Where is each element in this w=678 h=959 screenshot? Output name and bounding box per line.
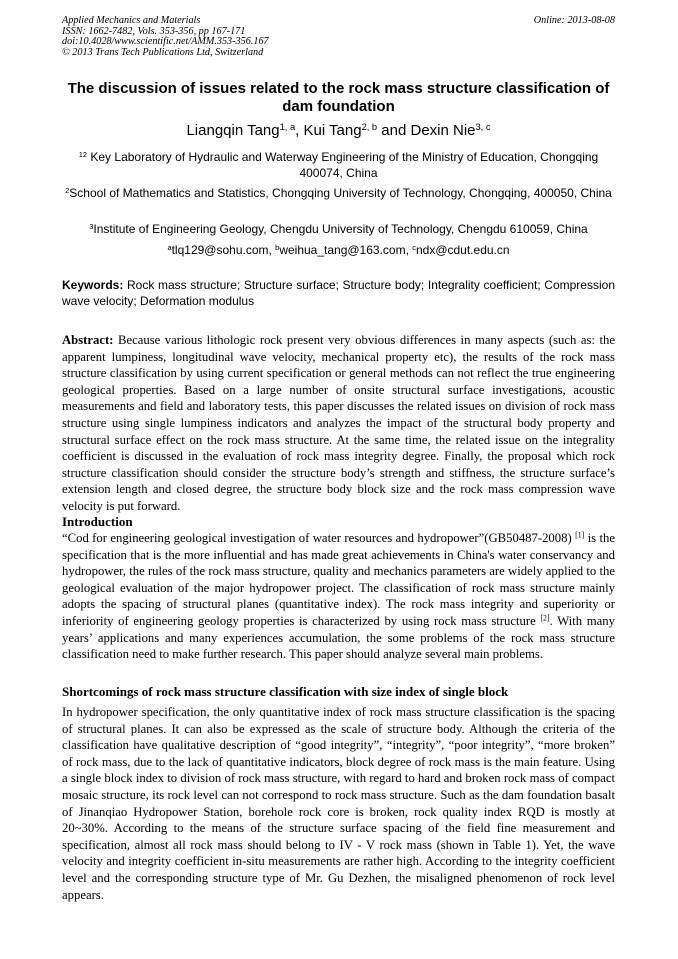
citation-marker: [2] xyxy=(540,613,550,623)
abstract-label: Abstract: xyxy=(62,333,114,347)
online-date: Online: 2013-08-08 xyxy=(533,15,615,26)
affiliation xyxy=(62,186,615,202)
email-marker: a xyxy=(167,242,172,252)
introduction-heading: Introduction xyxy=(62,514,133,529)
author-name: Kui Tang xyxy=(303,122,362,139)
author-name: Liangqin Tang xyxy=(186,122,280,139)
affiliation xyxy=(62,150,615,181)
author-affiliation-marker: 1, a xyxy=(279,121,296,132)
introduction-text: . With many years’ applications and many experiences accumulation, the some problems of the rock mass structure classification need to make further research. This paper should analyze several main problems. xyxy=(62,613,615,662)
author-separator: and xyxy=(377,122,411,139)
paper-title: The discussion of issues related to the rock mass structure classification of dam foundation xyxy=(67,80,610,115)
copyright-line: © 2013 Trans Tech Publications Ltd, Switzerland xyxy=(62,46,264,58)
abstract-text: Because various lithologic rock present very obvious differences in many aspects (such as: the apparent lumpiness, longitudinal wave velocity, mechanical property etc), the results of the rock mass structure classification by using current specification or general methods can not reflect the true engineering geological properties. Based on a large number of onsite structural surface investigations, acoustic measurements and field and laboratory tests, this paper discusses the related issues on division of rock mass structure using single lumpiness indicators and analyzes the impact of the structural body property and structural surface effect on the rock mass structure. At the same time, the related issue on the integrality coefficient is discussed in the evaluation of rock mass integrity degree. Finally, the proposal which rock structure classification should consider the structure body’s strength and stiffness, the structure surface’s extension length and closed degree, the structure body block size and the rock mass compression wave velocity is put forward. xyxy=(62,333,615,513)
keywords-section xyxy=(62,278,615,309)
journal-header xyxy=(62,16,615,58)
email-address: tlq129@sohu.com, xyxy=(171,243,276,257)
affiliation-text: Key Laboratory of Hydraulic and Waterway Engineering of the Ministry of Education, Chongqing 400074, China xyxy=(87,150,599,180)
email-marker: c xyxy=(412,242,416,252)
affiliation-marker: 12 xyxy=(78,149,88,159)
author-line xyxy=(62,122,615,140)
affiliation-text: Institute of Engineering Geology, Chengdu University of Technology, Chengdu 610059, China xyxy=(93,222,588,236)
author-separator: , xyxy=(295,122,304,139)
introduction-text: is the specification that is the more influential and has made great achievements in China's water conservancy and hydropower, the rules of the rock mass structure, quality and mechanics parameters are widely applied to the geological evaluation of the major hydropower project. The classification of rock mass structure mainly adopts the spacing of structural planes (quantitative index). The rock mass integrity and superiority or inferiority of engineering geology properties is characterized by using rock mass structure xyxy=(62,531,615,628)
shortcomings-heading: Shortcomings of rock mass structure classification with size index of single block xyxy=(62,684,509,699)
journal-name: Applied Mechanics and Materials xyxy=(62,15,201,26)
author-name: Dexin Nie xyxy=(410,122,476,139)
affiliation-text: School of Mathematics and Statistics, Chongqing University of Technology, Chongqing, 400050, China xyxy=(69,186,612,200)
author-affiliation-marker: 3, c xyxy=(475,121,491,132)
introduction-text: “Cod for engineering geological investigation of water resources and hydropower”(GB50487-2008) xyxy=(62,531,576,545)
issn-line: ISSN: 1662-7482, Vols. 353-356, pp 167-171 xyxy=(62,25,246,37)
keywords-label: Keywords: xyxy=(62,278,124,292)
introduction-paragraph xyxy=(62,530,615,663)
affiliation xyxy=(62,222,615,238)
shortcomings-paragraph: In hydropower specification, the only quantitative index of rock mass structure classification is the spacing of structural planes. It can also be expressed as the scale of structure body. Although the criteria of the classification have qualitative description of “good integrity”, “integrity”, “poor integrity”, “more broken” of rock mass, due to the lack of quantitative indicators, block degree of rock mass is the main feature. Using a single block index to division of rock mass structure, with regard to hard and broken rock mass of compact mosaic structure, its rock level can not correspond to rock mass structure. Such as the dam foundation basalt of Jinanqiao Hydropower Station, borehole rock core is broken, rock quality index RQD is mostly at 20~30%. According to the means of the structure surface spacing of the field fine measurement and specification, almost all rock mass should belong to IV - V rock mass (shown in Table 1). Yet, the wave velocity and integrity coefficient in-situ measurements are rather high. According to the integrity coefficient level and the corresponding structure type of Mr. Gu Dezhen, the misaligned phenomenon of rock level appears. xyxy=(62,705,615,902)
email-address: ndx@cdut.edu.cn xyxy=(415,243,510,257)
affiliation-marker: 3 xyxy=(89,221,94,231)
abstract-section xyxy=(62,332,615,515)
citation-marker: [1] xyxy=(575,530,585,540)
email-marker: b xyxy=(275,242,280,252)
author-affiliation-marker: 2, b xyxy=(361,121,378,132)
doi-line: doi:10.4028/www.scientific.net/AMM.353-356.167 xyxy=(62,36,269,48)
email-line xyxy=(62,243,615,259)
email-address: weihua_tang@163.com, xyxy=(279,243,413,257)
keywords-text: Rock mass structure; Structure surface; Structure body; Integrality coefficient; Compression wave velocity; Deformation modulus xyxy=(62,278,615,308)
affiliation-marker: 2 xyxy=(65,185,70,195)
